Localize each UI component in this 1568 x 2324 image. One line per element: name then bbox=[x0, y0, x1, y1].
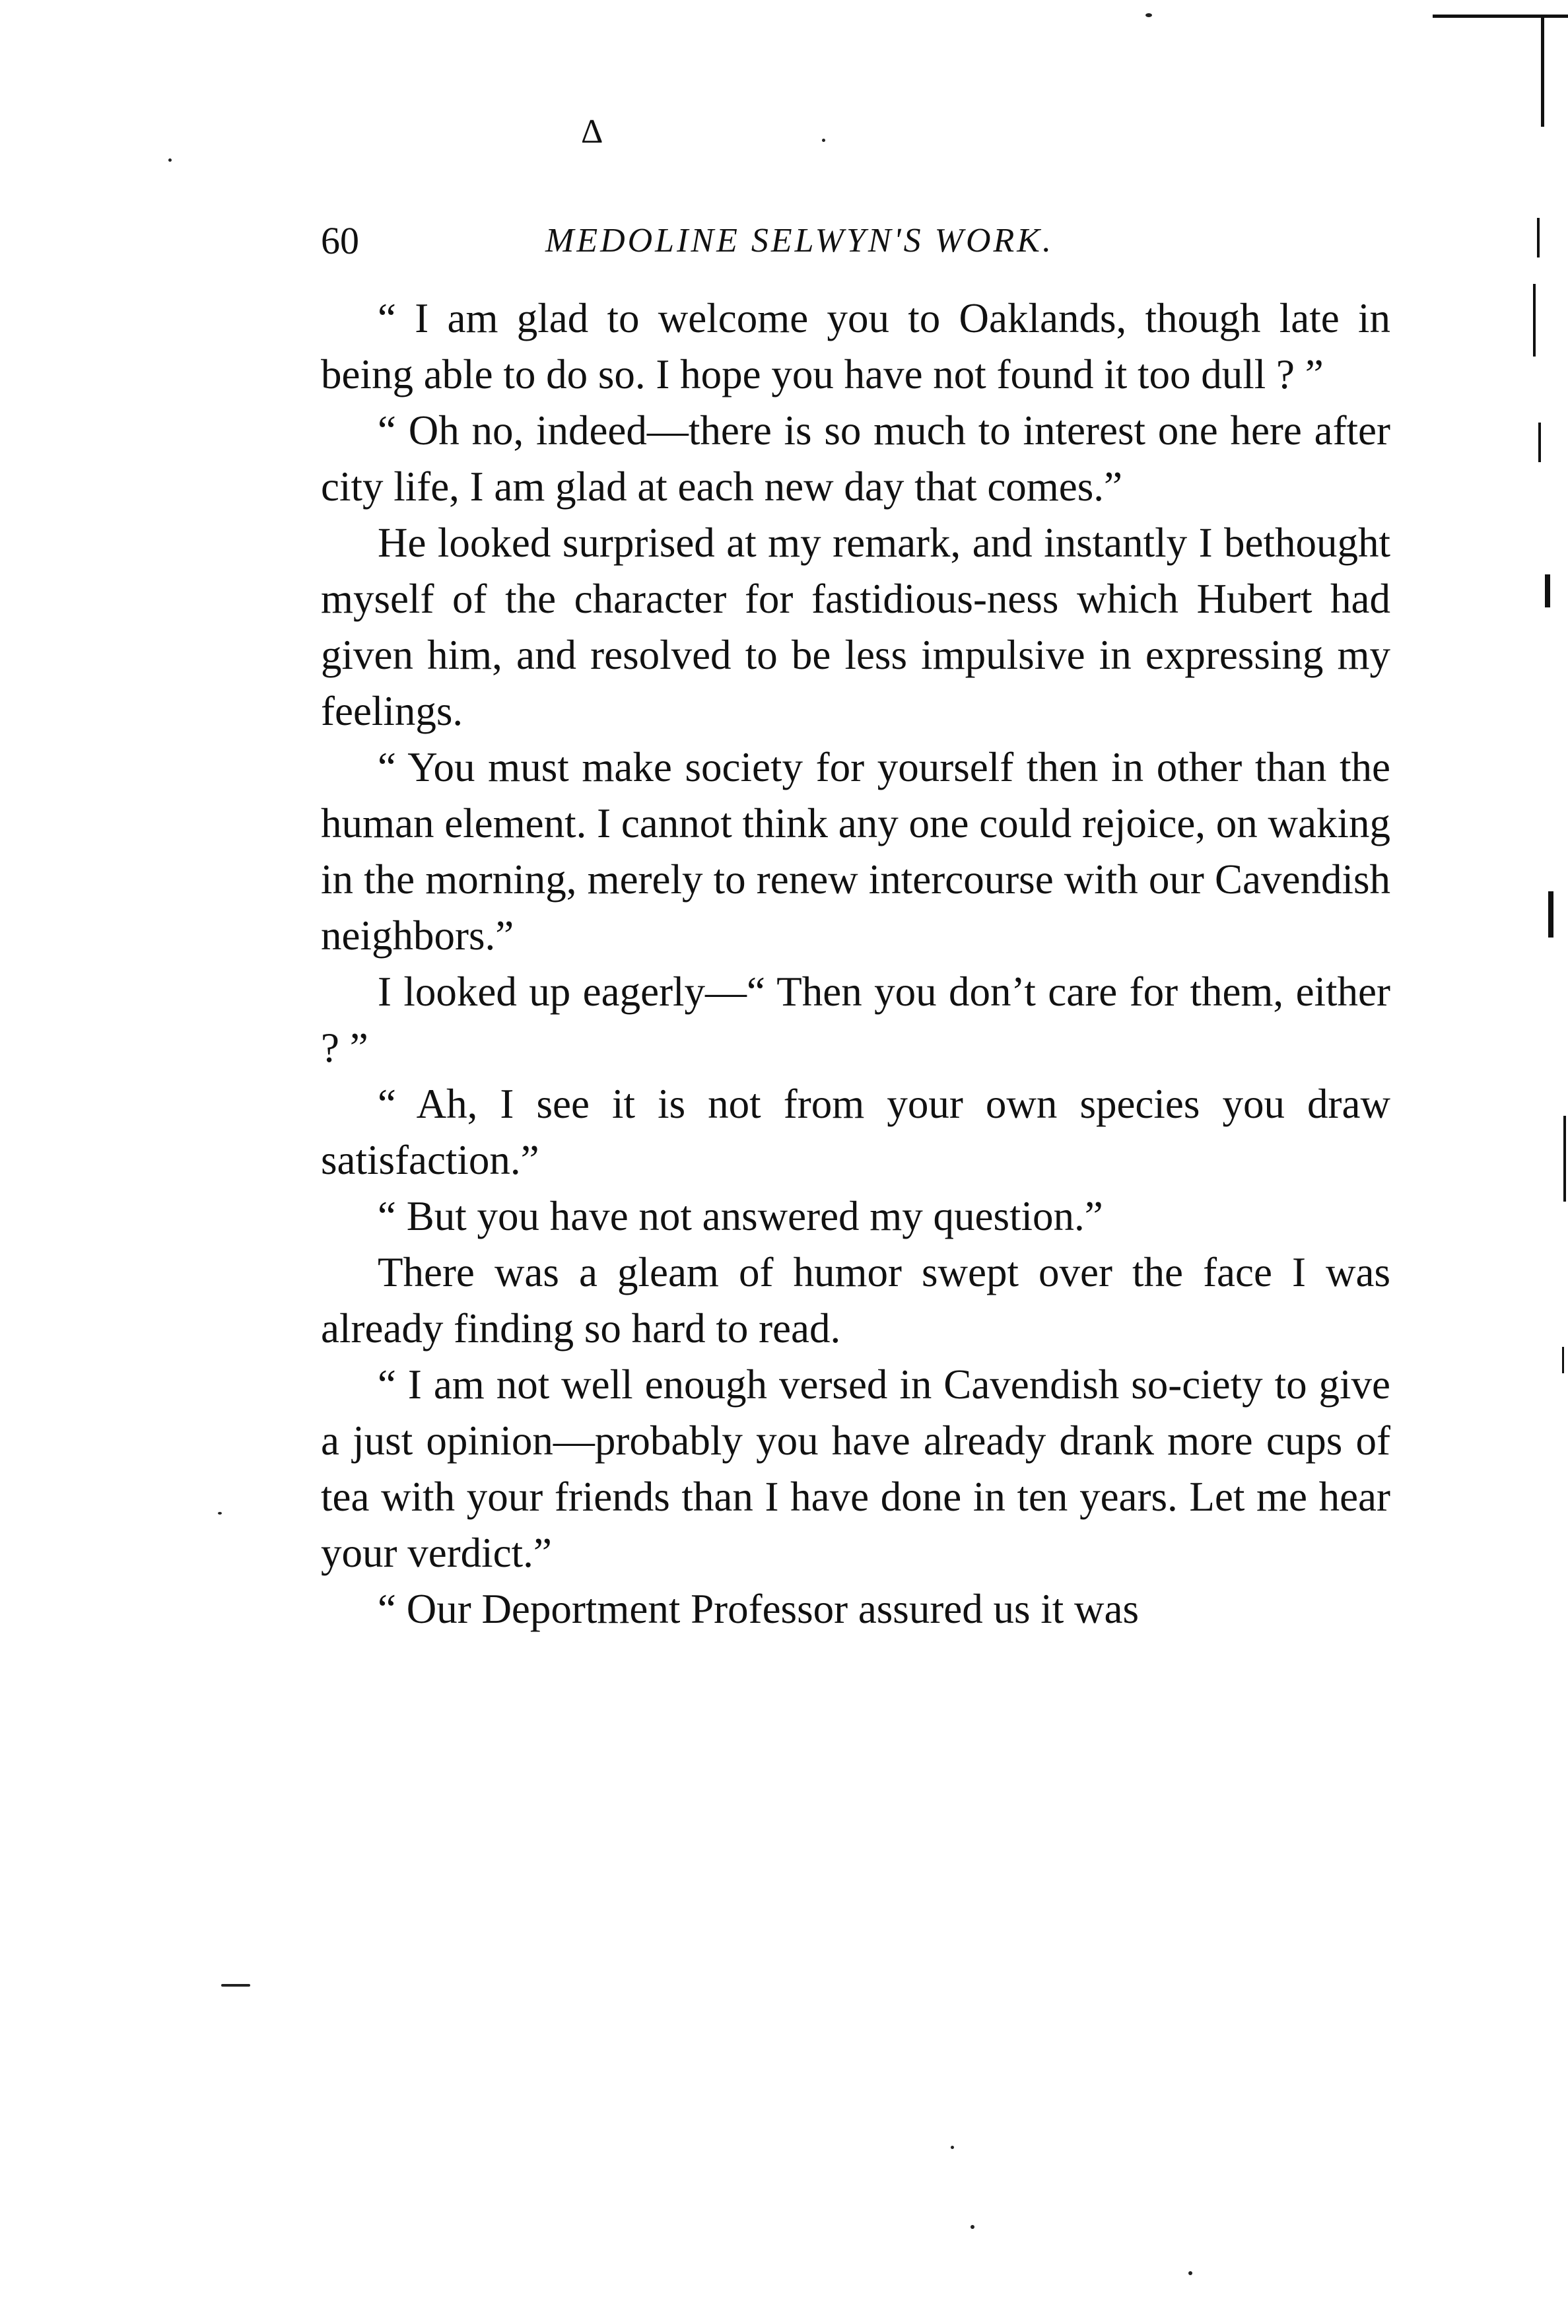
page-edge-mark bbox=[1548, 891, 1553, 938]
page-edge-mark bbox=[1563, 1116, 1566, 1202]
paragraph: “ I am not well enough versed in Cavendish so-ciety to give a just opinion—probably you have already drank more cups of tea with your friends than I have done in ten years. Let me hear your verdict.” bbox=[321, 1361, 1390, 1576]
paragraph: “ But you have not answered my question.” bbox=[378, 1193, 1103, 1239]
page-header bbox=[321, 211, 1390, 271]
print-speck bbox=[1188, 2271, 1192, 2275]
print-speck bbox=[168, 158, 172, 162]
print-speck bbox=[971, 2225, 974, 2229]
page-edge-mark bbox=[1545, 574, 1550, 607]
print-speck bbox=[822, 139, 825, 142]
running-title: MEDOLINE SELWYN'S WORK. bbox=[545, 222, 1054, 259]
print-speck bbox=[221, 1984, 250, 1987]
body-text bbox=[321, 290, 1390, 1637]
paragraph: “ Ah, I see it is not from your own species you draw satisfaction.” bbox=[321, 1081, 1390, 1183]
paragraph: “ Oh no, indeed—there is so much to interest one here after city life, I am glad at each new day that comes.” bbox=[321, 407, 1390, 510]
paragraph: He looked surprised at my remark, and instantly I bethought myself of the character for fastidious-ness which Hubert had given him, and resolved to be less impulsive in expressing my feelings. bbox=[321, 520, 1390, 734]
paragraph: There was a gleam of humor swept over the face I was already finding so hard to read. bbox=[321, 1249, 1390, 1351]
page-edge-top-rule bbox=[1433, 15, 1568, 18]
print-speck bbox=[1145, 13, 1152, 17]
paragraph: “ I am glad to welcome you to Oaklands, though late in being able to do so. I hope you have not found it too dull ? ” bbox=[321, 295, 1390, 397]
page-edge-vertical-line bbox=[1541, 15, 1544, 127]
page-edge-mark bbox=[1538, 423, 1541, 462]
paragraph: “ Our Deportment Professor assured us it was bbox=[378, 1586, 1140, 1632]
print-speck bbox=[218, 1512, 222, 1515]
print-speck bbox=[951, 2146, 954, 2149]
paragraph: I looked up eagerly—“ Then you don’t care for them, either ? ” bbox=[321, 969, 1390, 1071]
page-edge-mark bbox=[1562, 1347, 1564, 1373]
page-number: 60 bbox=[321, 219, 359, 262]
paragraph: “ You must make society for yourself then in other than the human element. I cannot think any one could rejoice, on waking in the morning, merely to renew intercourse with our Cavendish neighbors.” bbox=[321, 744, 1391, 959]
page-edge-mark bbox=[1537, 218, 1540, 257]
printer-mark: Δ bbox=[581, 113, 603, 151]
page-edge-mark bbox=[1533, 284, 1536, 357]
